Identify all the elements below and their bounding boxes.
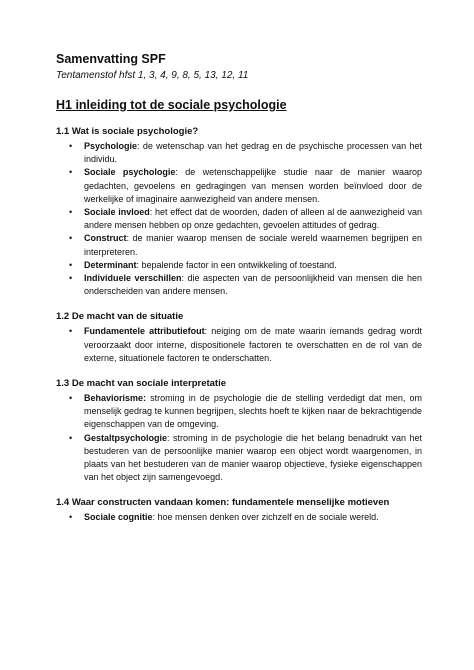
list-item [56,140,422,166]
term-label: Gestaltpsychologie [84,432,168,443]
term-definition: : het effect dat de woorden, daden of alleen al de aanwezigheid van andere mensen hebben op onze gedachten, gevoelen attitudes of gedrag. [84,207,422,231]
list-item [56,432,422,485]
bullet-icon: • [69,512,73,523]
section-title: 1.1 Wat is sociale psychologie? [56,126,199,137]
bullet-icon: • [69,259,73,270]
document-content [56,52,422,525]
bullet-icon: • [69,167,73,178]
document-subtitle: Tentamenstof hfst 1, 3, 4, 9, 8, 5, 13, 12, 11 [56,70,249,81]
term-label: Sociale invloed [84,207,150,218]
term-definition: : stroming in de psychologie die het belang benadrukt van het bestuderen van de persoonlijke manier waarop een object wordt waargenomen, in plaats van het bestuderen van de manier waarop objectieve, fysieke eigenschappen van het object zijn samengevoegd. [84,432,422,483]
bullet-list [56,325,422,365]
list-item [56,392,422,432]
term-definition: stroming in de psychologie die de stelling verdedigt dat men, om menselijk gedrag te kunnen begrijpen, slechts hoeft te kijken naar de bekrachtigende eigenschappen van de omgeving. [84,393,422,430]
term-definition: : neiging om de mate waarin iemands gedrag wordt veroorzaakt door interne, dispositionele factoren te overschatten en de rol van de externe, situationele factoren te onderschatten. [84,326,423,363]
term-definition: : de wetenschappelijke studie naar de manier waarop gedachten, gevoelens en gedragingen van mensen worden beïnvloed door de werkelijke of imaginaire aanwezigheid van andere mensen. [84,167,422,204]
bullet-icon: • [69,432,73,443]
list-item [56,232,422,258]
term-definition: : de wetenschap van het gedrag en de psychische processen van het individu. [84,141,422,165]
term-label: Construct [84,233,127,244]
section-title: 1.2 De macht van de situatie [56,311,184,323]
section-1-1 [56,126,422,298]
bullet-icon: • [69,273,73,284]
term-label: Individuele verschillen [84,273,182,284]
document-title: Samenvatting SPF [56,52,166,66]
list-item [56,206,422,232]
bullet-list [56,140,422,298]
list-item [56,272,422,298]
term-label: Fundamentele attributiefout [84,326,205,337]
bullet-list [56,511,422,524]
bullet-icon: • [69,207,73,218]
bullet-icon: • [69,326,73,337]
term-label: Sociale cognitie [84,512,153,523]
term-definition: : die aspecten van de persoonlijkheid van mensen die hen onderscheiden van andere mensen. [84,273,422,297]
term-label: Determinant [84,259,137,270]
term-label: Psychologie [84,141,138,151]
list-item [56,259,422,272]
bullet-icon: • [69,141,73,151]
section-1-4 [56,497,422,524]
term-definition: : hoe mensen denken over zichzelf en de sociale wereld. [152,512,379,523]
term-definition: : de manier waarop mensen de sociale wereld waarnemen begrijpen en interpreteren. [84,233,422,257]
term-label: Behaviorisme: [84,393,147,404]
section-1-3 [56,378,422,484]
bullet-icon: • [69,233,73,244]
section-1-2 [56,311,422,365]
section-title: 1.4 Waar constructen vandaan komen: fundamentele menselijke motieven [56,497,390,509]
bullet-icon: • [69,393,73,404]
term-definition: : bepalende factor in een ontwikkeling of toestand. [136,259,337,270]
section-title: 1.3 De macht van sociale interpretatie [56,378,227,390]
list-item [56,166,422,206]
chapter-title: H1 inleiding tot de sociale psychologie [56,98,287,112]
list-item [56,325,422,365]
bullet-list [56,392,422,484]
list-item [56,511,422,524]
term-label: Sociale psychologie [84,167,176,178]
